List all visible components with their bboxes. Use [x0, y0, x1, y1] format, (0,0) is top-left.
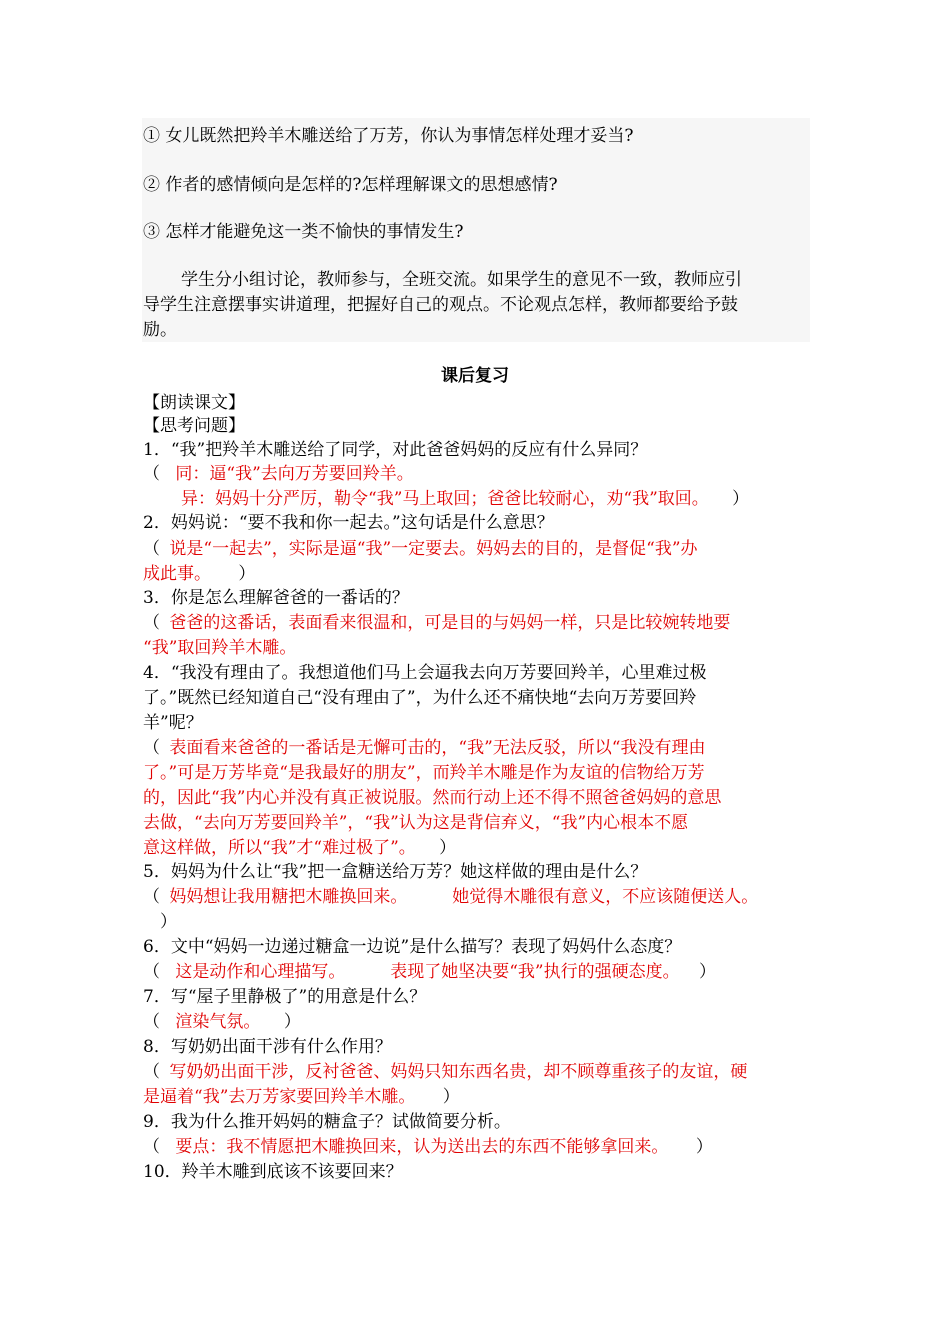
answer-8-line-1: [143, 1060, 747, 1085]
paren-open: （: [143, 464, 160, 484]
answer-1-line-1: [143, 462, 414, 487]
answer-3-text: 爸爸的这番话，表面看来很温和，可是目的与妈妈一样，只是比较婉转地要: [169, 613, 731, 633]
paren-close: ）: [238, 564, 256, 584]
answer-8-text: 写奶奶出面干涉，反衬爸爸、妈妈只知东西名贵，却不顾尊重孩子的友谊，硬: [169, 1062, 748, 1082]
answer-4-line-3: 的，因此“我”内心并没有真正被说服。然而行动上还不得不照爸爸妈妈的意思: [143, 788, 722, 808]
answer-6-line: [143, 960, 716, 985]
discussion-question-1: ① 女儿既然把羚羊木雕送给了万芳，你认为事情怎样处理才妥当?: [143, 126, 634, 146]
paren-open: （: [143, 738, 160, 758]
answer-4-text: 表面看来爸爸的一番话是无懈可击的，“我”无法反驳，所以“我没有理由: [169, 738, 706, 758]
paren-open: （: [143, 1012, 160, 1032]
question-1: 1．“我”把羚羊木雕送给了同学，对此爸爸妈妈的反应有什么异同？: [143, 440, 648, 460]
answer-4-line-5: [143, 836, 456, 861]
answer-3-text-cont: “我”取回羚羊木雕。: [143, 638, 297, 658]
question-4-line-1: 4．“我没有理由了。我想道他们马上会逼我去向万芳要回羚羊，心里难过极: [143, 663, 707, 683]
paren-open: （: [143, 887, 160, 907]
question-7: 7．写“屋子里静极了”的用意是什么？: [143, 987, 427, 1007]
discussion-paragraph-line: 导学生注意摆事实讲道理，把握好自己的观点。不论观点怎样，教师都要给予鼓: [143, 295, 738, 315]
answer-5-line-1: [143, 885, 758, 910]
paren-open: （: [143, 962, 160, 982]
discussion-question-3: ③ 怎样才能避免这一类不愉快的事情发生?: [143, 222, 464, 242]
answer-5-part-2: 她觉得木雕很有意义，不应该随便送人。: [452, 887, 759, 907]
question-9: 9．我为什么推开妈妈的糖盒子？试做简要分析。: [143, 1112, 511, 1132]
answer-7-text: 渲染气氛。: [175, 1012, 261, 1032]
answer-1-line-2: [181, 487, 749, 512]
answer-6-part-1: 这是动作和心理描写。: [175, 962, 346, 982]
paren-close: ）: [160, 912, 177, 932]
discussion-question-2: ② 作者的感情倾向是怎样的?怎样理解课文的思想感情?: [143, 175, 558, 195]
answer-2-text-cont: 成此事。: [143, 564, 211, 584]
paren-open: （: [143, 539, 160, 559]
paren-close: ）: [439, 838, 457, 858]
question-5: 5．妈妈为什么让“我”把一盒糖送给万芳？她这样做的理由是什么？: [143, 862, 648, 882]
answer-1-same: 同：逼“我”去向万芳要回羚羊。: [175, 464, 414, 484]
answer-3-line-1: [143, 611, 730, 636]
question-4-line-2: 了。”既然已经知道自己“没有理由了”，为什么还不痛快地“去向万芳要回羚: [143, 688, 697, 708]
heading-read-text: 【朗读课文】: [143, 393, 245, 413]
answer-5-part-1: 妈妈想让我用糖把木雕换回来。: [169, 887, 408, 907]
answer-8-line-2: [143, 1085, 460, 1110]
answer-4-text-end: 意这样做，所以“我”才“难过极了”。: [143, 838, 416, 858]
answer-2-text: 说是“一起去”，实际是逼“我”一定要去。妈妈去的目的，是督促“我”办: [169, 539, 698, 559]
answer-9-text: 要点：我不情愿把木雕换回来，认为送出去的东西不能够拿回来。: [175, 1137, 669, 1157]
answer-6-part-2: 表现了她坚决要“我”执行的强硬态度。: [390, 962, 680, 982]
section-title: 课后复习: [441, 366, 509, 386]
paren-open: （: [143, 1137, 160, 1157]
paren-open: （: [143, 1062, 160, 1082]
answer-7-line: [143, 1010, 301, 1035]
answer-4-line-4: 去做，“去向万芳要回羚羊”，“我”认为这是背信弃义，“我”内心根本不愿: [143, 813, 689, 833]
discussion-paragraph-line: 励。: [143, 320, 177, 340]
answer-2-line-2: [143, 562, 255, 587]
paren-close: ）: [699, 962, 717, 982]
answer-9-line: [143, 1135, 713, 1160]
question-2: 2．妈妈说：“要不我和你一起去。”这句话是什么意思？: [143, 513, 554, 533]
discussion-paragraph-line: 学生分小组讨论，教师参与，全班交流。如果学生的意见不一致，教师应引: [181, 270, 742, 290]
answer-8-text-cont: 是逼着“我”去万芳家要回羚羊木雕。: [143, 1087, 416, 1107]
heading-think-questions: 【思考问题】: [143, 416, 245, 436]
answer-4-line-1: [143, 736, 705, 761]
question-10: 10．羚羊木雕到底该不该要回来？: [143, 1162, 403, 1182]
question-8: 8．写奶奶出面干涉有什么作用？: [143, 1037, 392, 1057]
answer-4-line-2: 了。”可是万芳毕竟“是我最好的朋友”，而羚羊木雕是作为友谊的信物给万芳: [143, 763, 705, 783]
paren-close: ）: [732, 489, 750, 509]
paren-close: ）: [283, 1012, 301, 1032]
paren-close: ）: [442, 1087, 460, 1107]
paren-open: （: [143, 613, 160, 633]
answer-5-close: [160, 910, 177, 935]
answer-3-line-2: [143, 636, 296, 661]
answer-2-line-1: [143, 537, 698, 562]
paren-close: ）: [695, 1137, 713, 1157]
question-4-line-3: 羊”呢？: [143, 713, 203, 733]
question-3: 3．你是怎么理解爸爸的一番话的？: [143, 588, 409, 608]
question-6: 6．文中“妈妈一边递过糖盒一边说”是什么描写？表现了妈妈什么态度？: [143, 937, 682, 957]
answer-1-diff: 异：妈妈十分严厉，勒令“我”马上取回；爸爸比较耐心，劝“我”取回。: [181, 489, 709, 509]
